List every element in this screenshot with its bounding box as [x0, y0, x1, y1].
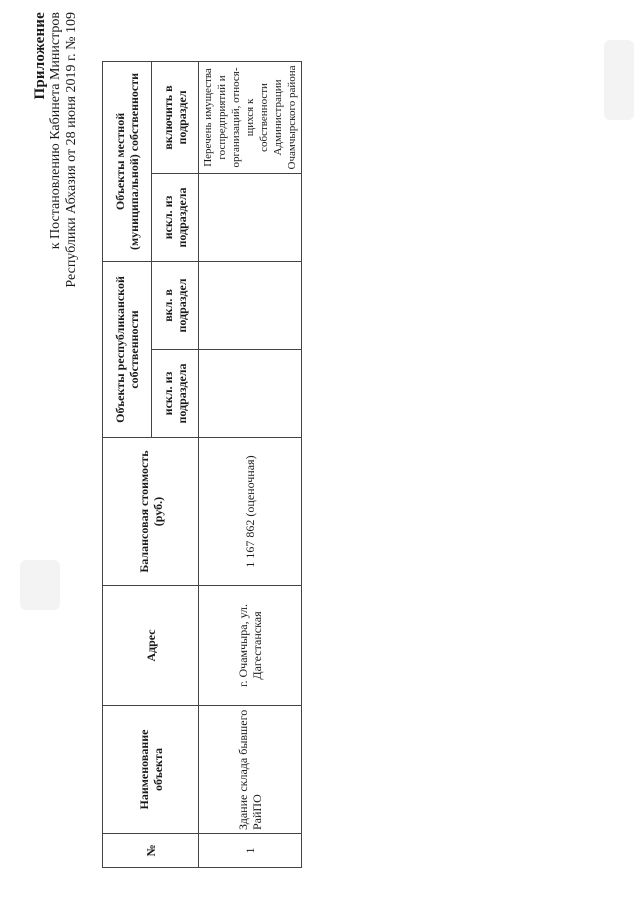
- cell-number: 1: [199, 834, 302, 868]
- cell-local-exclude: [199, 173, 302, 261]
- header-republic-exclude: искл. из подраздела: [152, 350, 199, 438]
- cell-balance-value: 1 167 862 (оценочная): [199, 438, 302, 586]
- resolution-line: к Постановлению Кабинета Министров: [48, 12, 63, 250]
- table-header-row: [103, 61, 152, 867]
- property-table: [102, 61, 302, 868]
- header-local-property: Объекты местной (муниципальной) собственности: [103, 61, 152, 261]
- cell-local-include: Перечень имущества госпредприятий и организаций, относя-щихся к собственности Администрации Очамчырского района: [199, 61, 302, 173]
- header-number: №: [103, 834, 199, 868]
- document-header: [32, 12, 80, 432]
- header-object-name: Наименование объекта: [103, 706, 199, 834]
- cell-object-name: Здание склада бывшего РайПО: [199, 706, 302, 834]
- header-republic-property: Объекты республиканской собственности: [103, 261, 152, 437]
- cell-republic-exclude: [199, 350, 302, 438]
- rotated-page: [10, 8, 610, 868]
- cell-republic-include: [199, 261, 302, 349]
- header-local-include: включить в подраздел: [152, 61, 199, 173]
- header-balance-value: Балансовая стоимость (руб.): [103, 438, 199, 586]
- cell-address: г. Очамчыра, ул. Дагестанская: [199, 586, 302, 706]
- appendix-title: Приложение: [32, 12, 48, 100]
- header-republic-include: вкл. в подраздел: [152, 261, 199, 349]
- resolution-date-line: Республики Абхазия от 28 июня 2019 г. № 109: [64, 12, 79, 288]
- header-address: Адрес: [103, 586, 199, 706]
- header-local-exclude: искл. из подраздела: [152, 173, 199, 261]
- table-row: [199, 61, 302, 867]
